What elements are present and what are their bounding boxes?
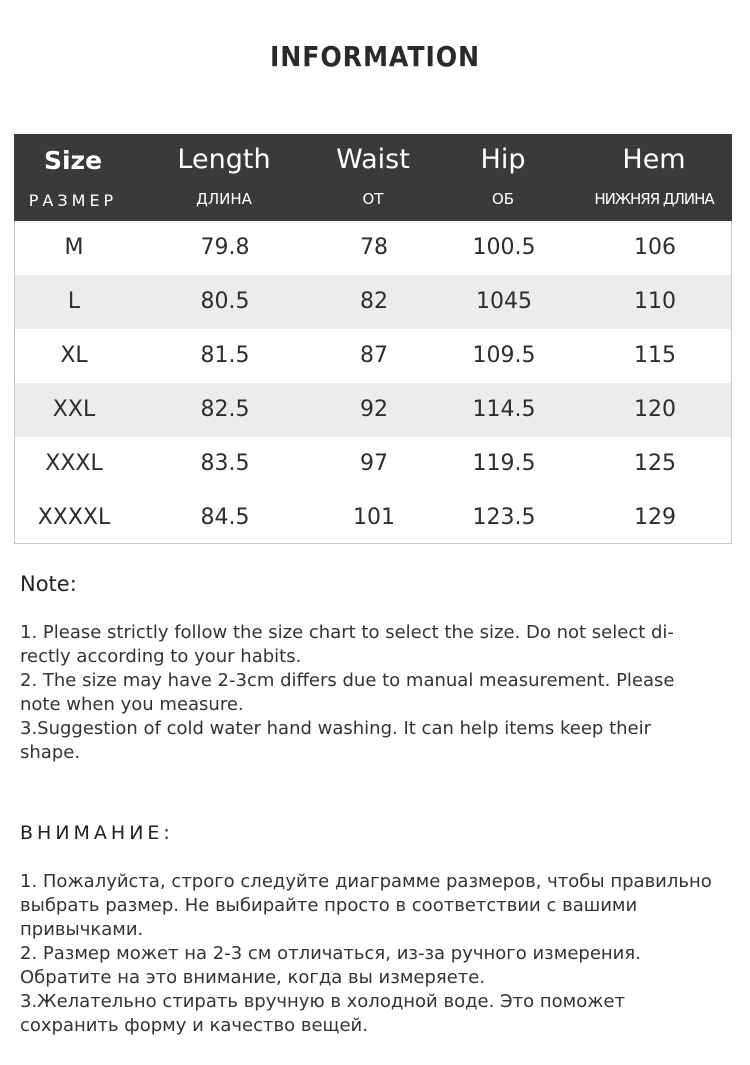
header-label-ru: ОТ <box>362 190 384 208</box>
table-cell: 80.5 <box>200 289 250 314</box>
table-cell: L <box>67 289 81 314</box>
header-label-ru: НИЖНЯЯ ДЛИНА <box>594 190 714 208</box>
size-table <box>14 134 732 544</box>
note-line: rectly according to your habits. <box>20 646 302 667</box>
header-label-en: Hip <box>480 144 526 175</box>
header-hip <box>429 134 577 221</box>
table-cell: 97 <box>360 451 388 476</box>
header-waist <box>299 134 447 221</box>
table-cell: 114.5 <box>472 397 536 422</box>
header-length <box>149 134 299 221</box>
table-cell: 100.5 <box>472 235 536 260</box>
table-row <box>15 491 731 545</box>
ru-note-paragraph <box>20 870 720 1038</box>
note-line: 1. Please strictly follow the size chart to select the size. Do not select di- <box>20 622 674 643</box>
header-label-ru: ДЛИНА <box>196 190 252 208</box>
table-row <box>15 221 731 275</box>
page-title: INFORMATION <box>269 40 481 73</box>
table-cell: XXXXL <box>37 505 111 530</box>
header-label-en: Size <box>43 146 103 175</box>
table-cell: XL <box>60 343 88 368</box>
note-line: shape. <box>20 742 81 763</box>
table-cell: XXL <box>52 397 96 422</box>
table-cell: 106 <box>634 235 676 260</box>
table-cell: 119.5 <box>472 451 536 476</box>
header-size <box>14 134 132 221</box>
note-line: 2. The size may have 2-3cm differs due to manual measurement. Please <box>20 670 675 691</box>
table-cell: 129 <box>634 505 676 530</box>
header-label-en: Length <box>177 144 271 175</box>
note-heading: Note: <box>20 572 77 596</box>
table-cell: M <box>64 235 84 260</box>
table-cell: 120 <box>634 397 676 422</box>
table-row <box>15 383 731 437</box>
table-cell: 84.5 <box>200 505 250 530</box>
table-row <box>15 329 731 383</box>
ru-note-line: 1. Пожалуйста, строго следуйте диаграмме размеров, чтобы правильно <box>20 871 712 892</box>
table-cell: 82 <box>360 289 388 314</box>
header-label-en: Hem <box>622 144 686 175</box>
table-cell: 125 <box>634 451 676 476</box>
table-cell: XXXL <box>45 451 103 476</box>
table-row <box>15 275 731 329</box>
header-label-ru: РАЗМЕР <box>28 191 118 210</box>
ru-note-line: Обратите на это внимание, когда вы измеряете. <box>20 967 486 988</box>
table-cell: 110 <box>634 289 676 314</box>
table-cell: 101 <box>353 505 395 530</box>
note-line: 3.Suggestion of cold water hand washing. It can help items keep their <box>20 718 652 739</box>
table-cell: 92 <box>360 397 388 422</box>
table-cell: 81.5 <box>200 343 250 368</box>
table-header <box>14 134 732 221</box>
table-cell: 1045 <box>476 289 532 314</box>
ru-note-line: сохранить форму и качество вещей. <box>20 1015 368 1036</box>
table-cell: 79.8 <box>200 235 250 260</box>
ru-note-line: привычками. <box>20 919 144 940</box>
table-cell: 87 <box>360 343 388 368</box>
note-paragraph <box>20 621 720 765</box>
header-hem <box>579 134 729 221</box>
ru-note-line: 3.Желательно стирать вручную в холодной воде. Это поможет <box>20 991 625 1012</box>
ru-note-line: 2. Размер может на 2-3 см отличаться, из-за ручного измерения. <box>20 943 641 964</box>
note-line: note when you measure. <box>20 694 244 715</box>
table-row <box>15 437 731 491</box>
table-cell: 109.5 <box>472 343 536 368</box>
table-cell: 83.5 <box>200 451 250 476</box>
ru-note-line: выбрать размер. Не выбирайте просто в соответствии с вашими <box>20 895 638 916</box>
table-cell: 82.5 <box>200 397 250 422</box>
table-cell: 123.5 <box>472 505 536 530</box>
header-label-ru: ОБ <box>491 190 515 208</box>
ru-note-heading: ВНИМАНИЕ: <box>20 822 174 844</box>
table-cell: 78 <box>360 235 388 260</box>
table-cell: 115 <box>634 343 676 368</box>
header-label-en: Waist <box>336 144 410 175</box>
